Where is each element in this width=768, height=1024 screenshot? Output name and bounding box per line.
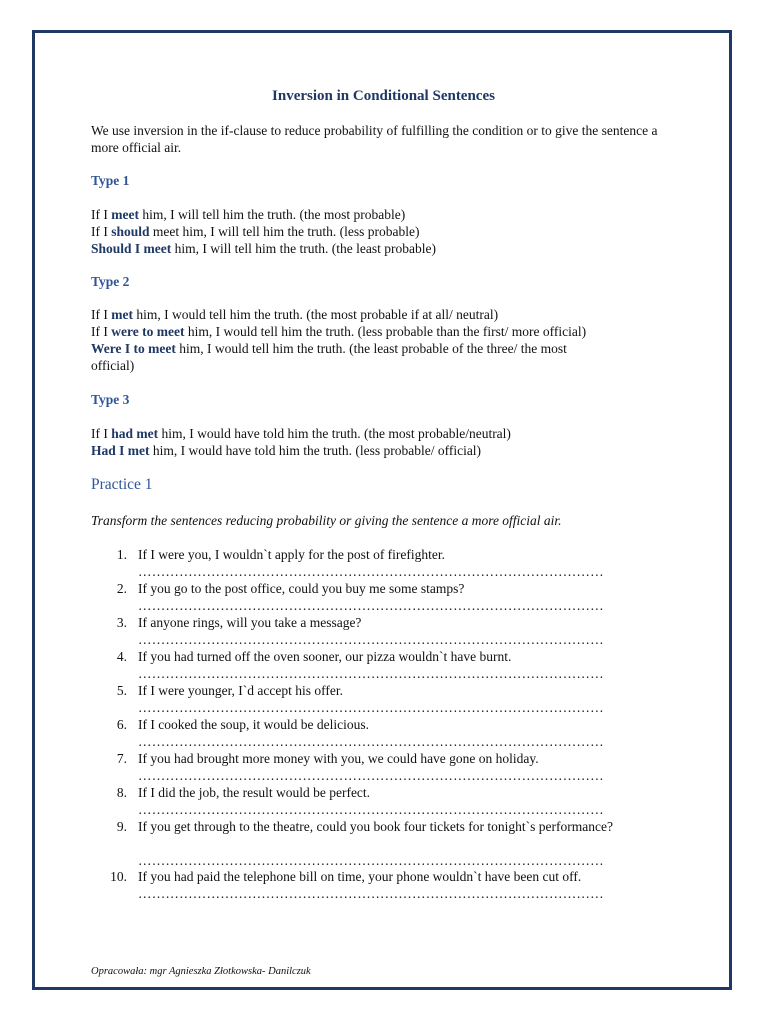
inversion-keyword: had met: [111, 426, 159, 441]
inversion-keyword: Should I meet: [91, 241, 172, 256]
inversion-keyword: Were I to meet: [91, 341, 176, 356]
page-title: Inversion in Conditional Sentences: [272, 88, 495, 104]
exercise-number: 10.: [110, 869, 127, 884]
exercise-sentence: If you had brought more money with you, we could have gone on holiday.: [138, 751, 539, 766]
exercise-sentence: If I did the job, the result would be perfect.: [138, 785, 371, 800]
exercise-sentence: If you had paid the telephone bill on time, your phone wouldn`t have been cut off.: [138, 869, 582, 884]
answer-line[interactable]: …………………………………………………………………………………………: [138, 700, 604, 715]
example-text: meet him, I will tell him the truth. (less probable): [149, 224, 420, 239]
answer-line[interactable]: …………………………………………………………………………………………: [138, 598, 604, 613]
answer-line[interactable]: …………………………………………………………………………………………: [138, 564, 604, 579]
example-text: him, I would have told him the truth. (the most probable/neutral): [158, 426, 511, 441]
inversion-keyword: Had I met: [91, 443, 150, 458]
exercise-sentence: If I cooked the soup, it would be delicious.: [138, 717, 369, 732]
inversion-keyword: meet: [111, 207, 139, 222]
author-footer: Opracowała: mgr Agnieszka Złotkowska- Danilczuk: [91, 966, 311, 977]
type2-example-4: [91, 357, 681, 374]
answer-line[interactable]: …………………………………………………………………………………………: [138, 802, 604, 817]
example-text: official): [91, 358, 135, 373]
type1-example-2: [91, 223, 681, 240]
example-text: If I: [91, 324, 112, 339]
type3-heading: Type 3: [91, 392, 130, 407]
exercise-number: 6.: [116, 717, 127, 732]
type2-example-3: [91, 340, 681, 357]
answer-line[interactable]: …………………………………………………………………………………………: [138, 886, 604, 901]
answer-line[interactable]: …………………………………………………………………………………………: [138, 768, 604, 783]
practice-instruction: Transform the sentences reducing probability or giving the sentence a more official air.: [91, 513, 562, 528]
page-border: [32, 30, 732, 990]
answer-line[interactable]: …………………………………………………………………………………………: [138, 734, 604, 749]
type2-example-1: [91, 306, 681, 323]
example-text: If I: [91, 307, 112, 322]
example-text: If I: [91, 207, 112, 222]
intro-paragraph: We use inversion in the if-clause to reduce probability of fulfilling the condition or to give the sentence a more official air.: [91, 123, 658, 155]
inversion-keyword: met: [111, 307, 133, 322]
example-text: him, I will tell him the truth. (the most probable): [138, 207, 406, 222]
example-text: him, I would have told him the truth. (less probable/ official): [149, 443, 482, 458]
example-text: him, I would tell him the truth. (the most probable if at all/ neutral): [132, 307, 499, 322]
exercise-sentence: If you had turned off the oven sooner, our pizza wouldn`t have burnt.: [138, 649, 512, 664]
exercise-number: 7.: [116, 751, 127, 766]
exercise-number: 5.: [116, 683, 127, 698]
exercise-sentence: If I were younger, I`d accept his offer.: [138, 683, 343, 698]
inversion-keyword: were to meet: [111, 324, 185, 339]
exercise-sentence: If anyone rings, will you take a message?: [138, 615, 362, 630]
answer-line[interactable]: …………………………………………………………………………………………: [138, 632, 604, 647]
inversion-keyword: should: [111, 224, 150, 239]
example-text: him, I will tell him the truth. (the least probable): [171, 241, 436, 256]
exercise-sentence: If you get through to the theatre, could you book four tickets for tonight`s performance?: [138, 819, 613, 834]
example-text: If I: [91, 426, 112, 441]
exercise-sentence: If you go to the post office, could you buy me some stamps?: [138, 581, 465, 596]
type3-example-1: [91, 425, 681, 442]
type3-example-2: [91, 442, 681, 459]
type1-example-3: [91, 240, 681, 257]
example-text: If I: [91, 224, 112, 239]
exercise-number: 4.: [116, 649, 127, 664]
example-text: him, I would tell him the truth. (the least probable of the three/ the most: [175, 341, 567, 356]
exercise-number: 8.: [116, 785, 127, 800]
type1-example-1: [91, 206, 681, 223]
type2-heading: Type 2: [91, 274, 130, 289]
type1-heading: Type 1: [91, 173, 130, 188]
example-text: him, I would tell him the truth. (less probable than the first/ more official): [184, 324, 587, 339]
exercise-number: 2.: [116, 581, 127, 596]
exercise-number: 1.: [116, 547, 127, 562]
exercise-sentence: If I were you, I wouldn`t apply for the post of firefighter.: [138, 547, 446, 562]
practice-heading: Practice 1: [91, 476, 153, 493]
answer-line[interactable]: …………………………………………………………………………………………: [138, 666, 604, 681]
type2-example-2: [91, 323, 681, 340]
exercise-number: 9.: [116, 819, 127, 834]
exercise-number: 3.: [116, 615, 127, 630]
answer-line[interactable]: …………………………………………………………………………………………: [138, 853, 604, 868]
